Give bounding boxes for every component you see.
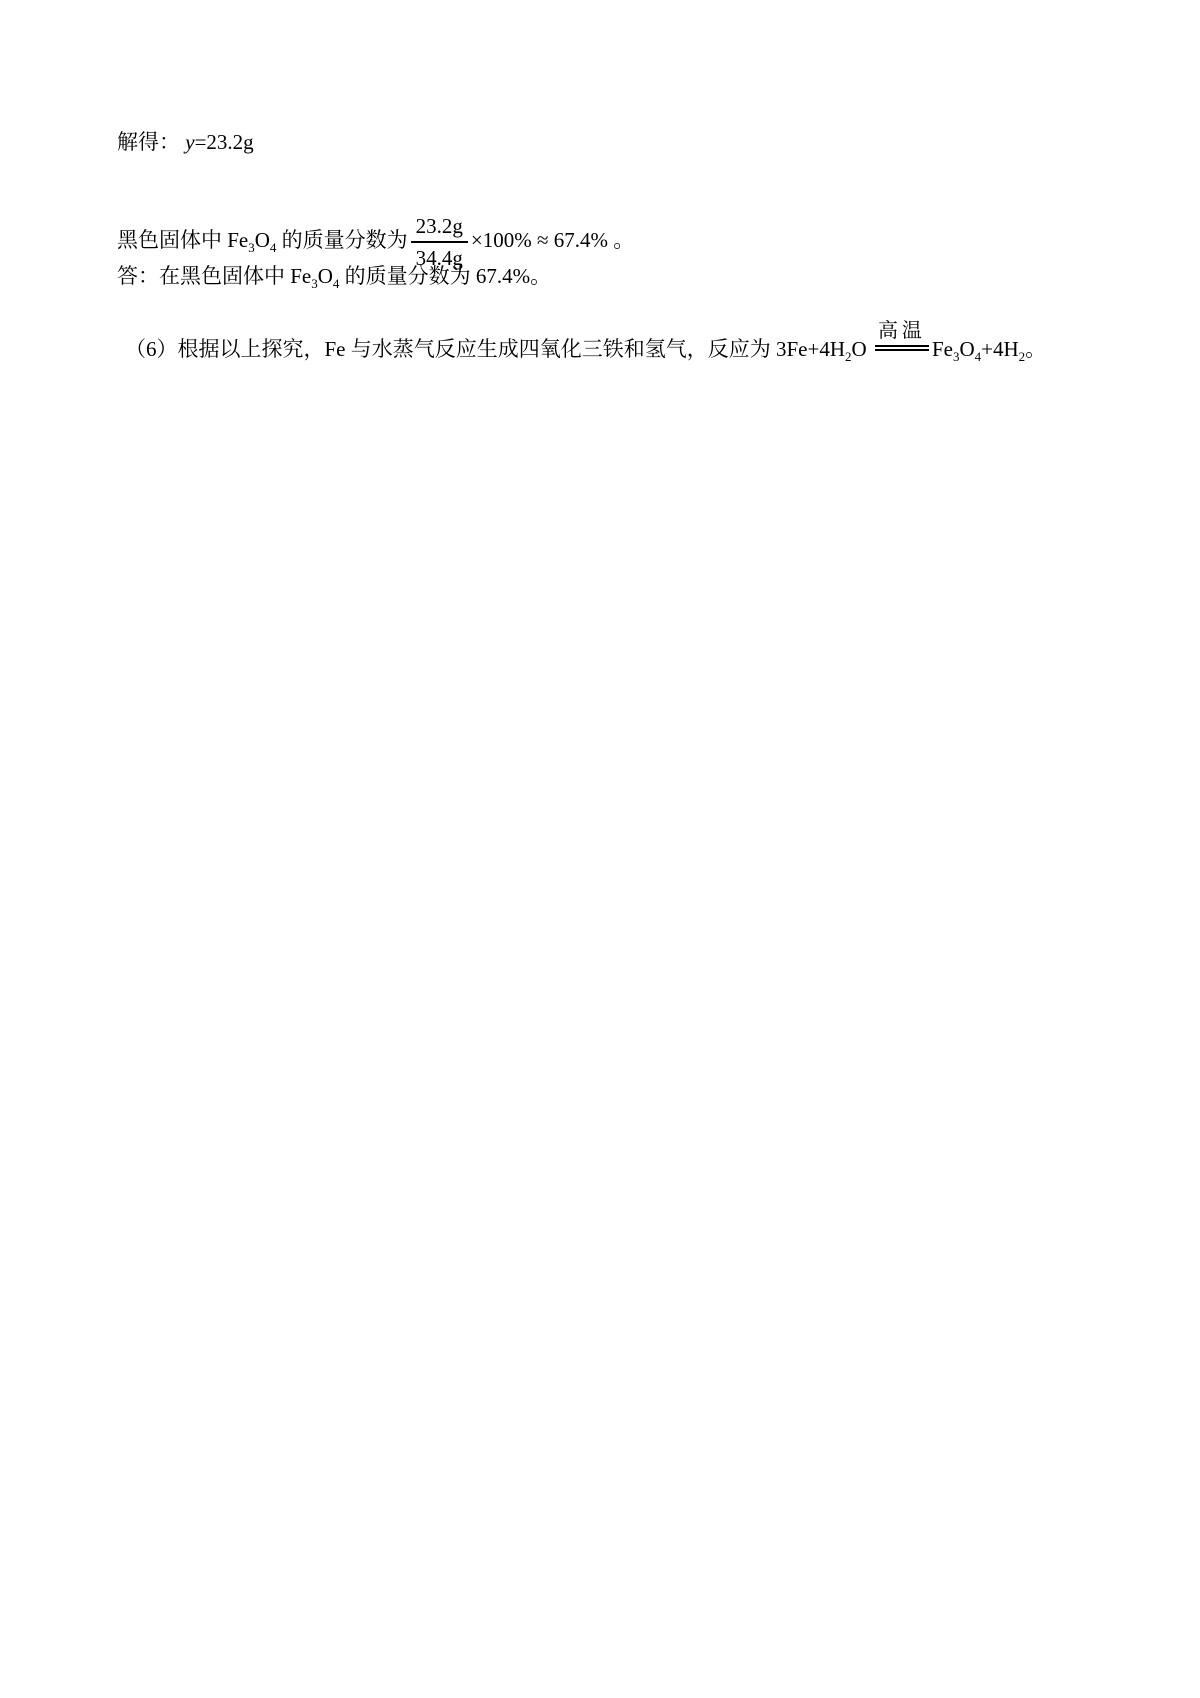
text-segment: +4H [981, 337, 1019, 361]
double-equals-bar [875, 345, 929, 351]
text-segment: Fe [931, 337, 953, 361]
condition-label: 高温 [877, 320, 926, 342]
subscript: 2 [845, 349, 852, 364]
fraction-numerator: 23.2g [411, 212, 468, 243]
text-segment: （6）根据以上探究，Fe 与水蒸气反应生成四氧化三铁和氢气，反应为 3Fe+4H [125, 337, 846, 361]
text-segment: ×100% ≈ 67.4% 。 [470, 228, 635, 252]
variable-y: y [185, 130, 195, 154]
text-segment: 黑色固体中 Fe [117, 228, 249, 252]
text-segment: O [851, 337, 872, 361]
subscript: 4 [269, 240, 277, 255]
subscript: 3 [248, 240, 255, 255]
fraction-denominator: 34.4g [415, 246, 463, 271]
reaction-condition [875, 320, 929, 351]
text-segment: O [254, 228, 270, 252]
text-segment: 。 [1025, 337, 1047, 361]
line-conclusion [104, 310, 1046, 388]
text-segment: 答：在黑色固体中 Fe [117, 264, 312, 288]
text-segment: O [317, 264, 333, 288]
text-segment: 的质量分数为 [276, 228, 408, 252]
text-segment: 的质量分数为 67.4%。 [339, 264, 552, 288]
text-segment: O [959, 337, 975, 361]
line-mass-fraction-calc [96, 150, 635, 271]
subscript: 4 [332, 276, 340, 291]
line-answer [96, 237, 551, 315]
text-segment: =23.2g [194, 130, 254, 154]
subscript: 4 [974, 349, 982, 364]
subscript: 3 [952, 349, 960, 364]
text-segment: 解得： [117, 130, 186, 154]
subscript: 2 [1018, 349, 1026, 364]
subscript: 3 [311, 276, 318, 291]
